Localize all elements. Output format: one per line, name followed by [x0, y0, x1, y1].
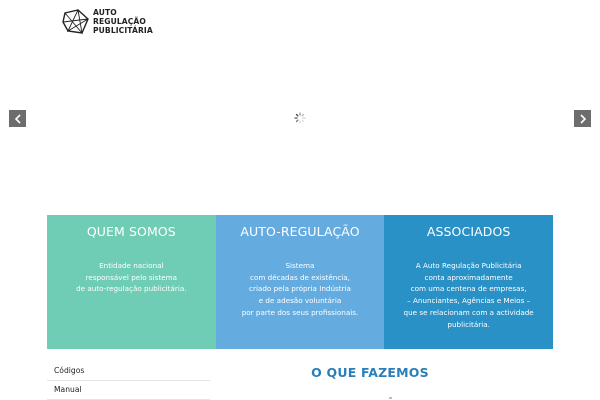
chevron-right-icon — [579, 114, 587, 124]
logo-line-1: AUTO — [93, 8, 117, 17]
box-text-line: publicitária. — [447, 319, 490, 329]
box-auto-regulacao[interactable] — [216, 215, 385, 349]
box-text-line: A Auto Regulação Publicitária — [415, 261, 522, 270]
box-text-line: conta aproximadamente — [424, 272, 513, 282]
box-text-line: criado pela própria Indústria — [249, 284, 351, 294]
sidebar-item-codigos[interactable]: Códigos — [47, 362, 210, 381]
logo-line-3: PUBLICITÁRIA — [93, 26, 153, 35]
box-text-line: de auto-regulação publicitária. — [76, 284, 187, 294]
box-text-line: Sistema — [285, 261, 315, 270]
sidebar-item-manual[interactable]: Manual — [47, 381, 210, 400]
slider-next-button[interactable] — [574, 110, 591, 127]
box-quem-somos[interactable] — [47, 215, 216, 349]
section-title: O QUE FAZEMOS — [311, 365, 429, 380]
box-title: AUTO-REGULAÇÃO — [240, 224, 360, 239]
slider-prev-button[interactable] — [9, 110, 26, 127]
box-title: ASSOCIADOS — [426, 224, 511, 239]
logo-text — [93, 8, 153, 35]
divider — [389, 397, 392, 399]
box-title: QUEM SOMOS — [86, 224, 176, 239]
box-text-line: que se relacionam com a actividade — [403, 307, 534, 317]
box-text-line: e de adesão voluntária — [258, 296, 342, 306]
logo-line-2: REGULAÇÃO — [93, 17, 146, 26]
box-text — [384, 260, 553, 330]
logo-mark-icon — [62, 9, 90, 35]
site-header — [0, 0, 600, 44]
sidebar-menu — [47, 362, 210, 400]
chevron-left-icon — [14, 114, 22, 124]
box-text-line: com décadas de existência, — [250, 272, 350, 282]
hero-slider — [0, 44, 600, 204]
box-associados[interactable] — [384, 215, 553, 349]
feature-boxes — [47, 215, 553, 349]
box-text-line: – Anunciantes, Agências e Meios – — [407, 296, 531, 306]
box-text-line: por parte dos seus profissionais. — [241, 307, 359, 317]
box-text — [47, 260, 216, 295]
box-text-line: responsável pelo sistema — [85, 272, 178, 282]
spinner-icon — [294, 112, 306, 124]
box-text-line: com uma centena de empresas, — [410, 284, 527, 294]
box-text-line: Entidade nacional — [99, 261, 164, 270]
box-text — [216, 260, 385, 319]
site-logo[interactable] — [62, 8, 153, 35]
